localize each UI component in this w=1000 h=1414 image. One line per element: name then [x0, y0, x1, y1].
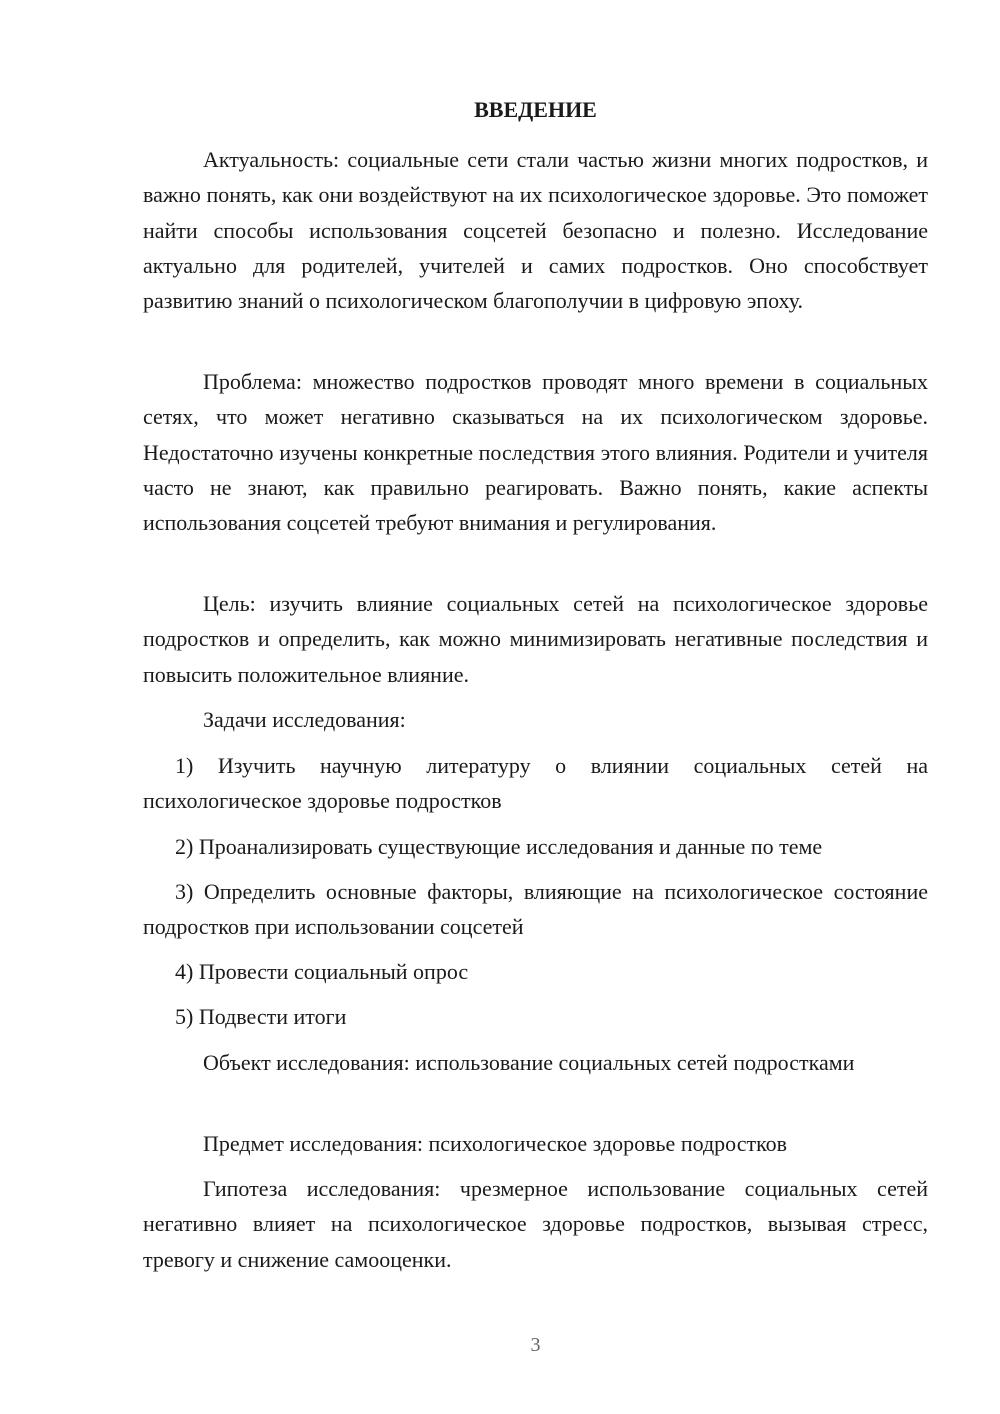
tasks-heading: Задачи исследования:: [203, 707, 406, 732]
task-item-2: 2) Проанализировать существующие исследования и данные по теме: [175, 834, 823, 859]
page-title: ВВЕДЕНИЕ: [474, 97, 597, 122]
page-number: 3: [530, 1334, 541, 1356]
task-item-4: 4) Провести социальный опрос: [175, 959, 469, 984]
subject-paragraph: Предмет исследования: психологическое здоровье подростков: [203, 1131, 788, 1156]
task-item-3: 3) Определить основные факторы, влияющие на психологическое состояние подростков при использовании соцсетей: [143, 879, 928, 940]
hypothesis-paragraph: Гипотеза исследования: чрезмерное использование социальных сетей негативно влияет на психологическое здоровье подростков, вызывая стресс, тревогу и снижение самооценки.: [143, 1176, 928, 1272]
task-item-5: 5) Подвести итоги: [175, 1004, 347, 1029]
task-item-1: 1) Изучить научную литературу о влиянии социальных сетей на психологическое здоровье подростков: [143, 753, 928, 814]
goal-paragraph: Цель: изучить влияние социальных сетей на психологическое здоровье подростков и определить, как можно минимизировать негативные последствия и повысить положительное влияние.: [143, 591, 928, 687]
relevance-paragraph: Актуальность: социальные сети стали частью жизни многих подростков, и важно понять, как они воздействуют на их психологическое здоровье. Это поможет найти способы использования соцсетей безопасно и полезно. Исследование актуально для родителей, учителей и самих подростков. Оно способствует развитию знаний о психологическом благополучии в цифровую эпоху.: [143, 147, 928, 314]
problem-paragraph: Проблема: множество подростков проводят много времени в социальных сетях, что может негативно сказываться на их психологическом здоровье. Недостаточно изучены конкретные последствия этого влияния. Родители и учителя часто не знают, как правильно реагировать. Важно понять, какие аспекты использования соцсетей требуют внимания и регулирования.: [143, 369, 928, 536]
object-paragraph: Объект исследования: использование социальных сетей подростками: [203, 1050, 855, 1075]
